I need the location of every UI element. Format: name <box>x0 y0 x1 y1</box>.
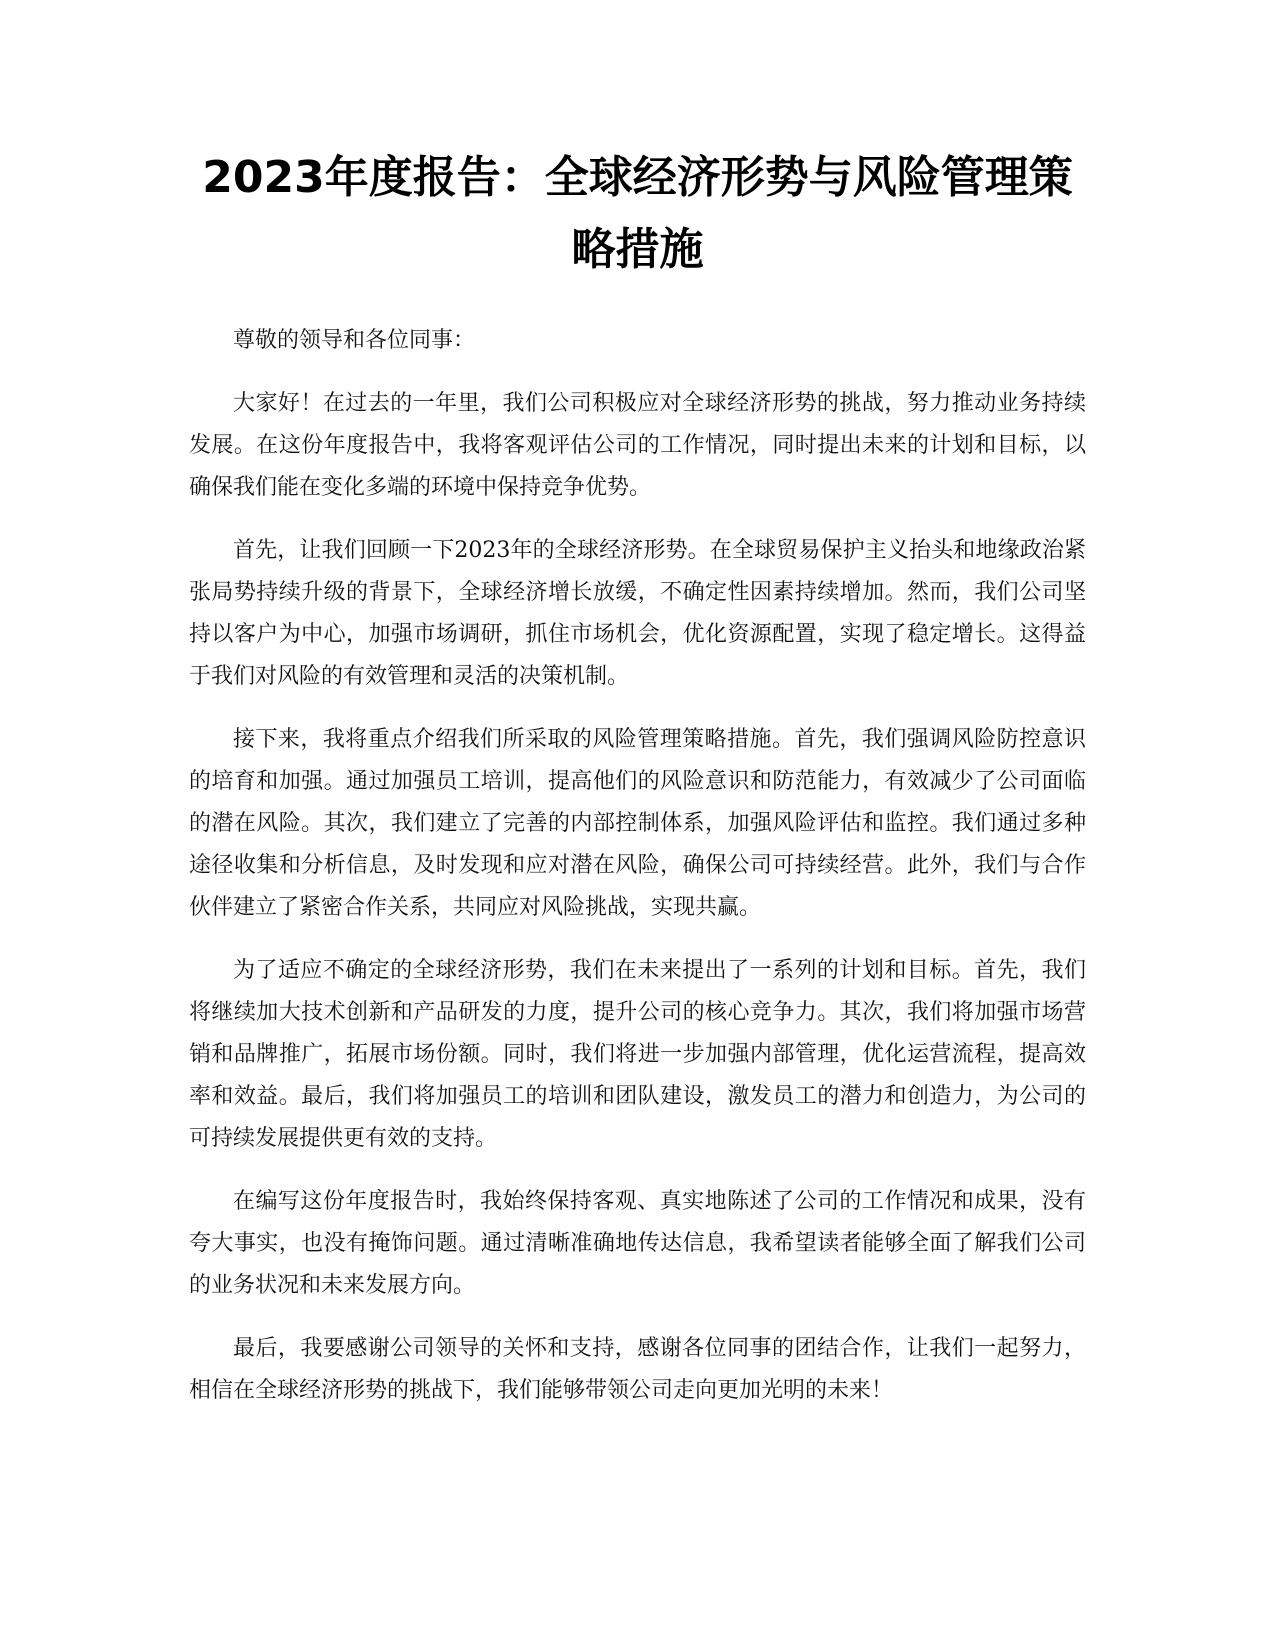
risk-strategy-paragraph: 接下来，我将重点介绍我们所采取的风险管理策略措施。首先，我们强调风险防控意识的培育和加强。通过加强员工培训，提高他们的风险意识和防范能力，有效减少了公司面临的潜在风险。其次，我们建立了完善的内部控制体系，加强风险评估和监控。我们通过多种途径收集和分析信息，及时发现和应对潜在风险，确保公司可持续经营。此外，我们与合作伙伴建立了紧密合作关系，共同应对风险挑战，实现共赢。 <box>189 727 1086 920</box>
document-title: 2023年度报告：全球经济形势与风险管理策略措施 <box>202 152 1073 275</box>
greeting-paragraph: 大家好！在过去的一年里，我们公司积极应对全球经济形势的挑战，努力推动业务持续发展。在这份年度报告中，我将客观评估公司的工作情况，同时提出未来的计划和目标，以确保我们能在变化多端的环境中保持竞争优势。 <box>189 391 1086 500</box>
document-body <box>189 320 1086 1433</box>
salutation-paragraph: 尊敬的领导和各位同事： <box>233 328 476 353</box>
closing-paragraph: 最后，我要感谢公司领导的关怀和支持，感谢各位同事的团结合作，让我们一起努力，相信在全球经济形势的挑战下，我们能够带领公司走向更加光明的未来！ <box>189 1336 1086 1403</box>
economy-review-paragraph: 首先，让我们回顾一下2023年的全球经济形势。在全球贸易保护主义抬头和地缘政治紧张局势持续升级的背景下，全球经济增长放缓，不确定性因素持续增加。然而，我们公司坚持以客户为中心，加强市场调研，抓住市场机会，优化资源配置，实现了稳定增长。这得益于我们对风险的有效管理和灵活的决策机制。 <box>189 538 1086 689</box>
report-writing-paragraph: 在编写这份年度报告时，我始终保持客观、真实地陈述了公司的工作情况和成果，没有夸大事实，也没有掩饰问题。通过清晰准确地传达信息，我希望读者能够全面了解我们公司的业务状况和未来发展方向。 <box>189 1189 1086 1298</box>
future-plan-paragraph: 为了适应不确定的全球经济形势，我们在未来提出了一系列的计划和目标。首先，我们将继续加大技术创新和产品研发的力度，提升公司的核心竞争力。其次，我们将加强市场营销和品牌推广，拓展市场份额。同时，我们将进一步加强内部管理，优化运营流程，提高效率和效益。最后，我们将加强员工的培训和团队建设，激发员工的潜力和创造力，为公司的可持续发展提供更有效的支持。 <box>189 958 1086 1151</box>
